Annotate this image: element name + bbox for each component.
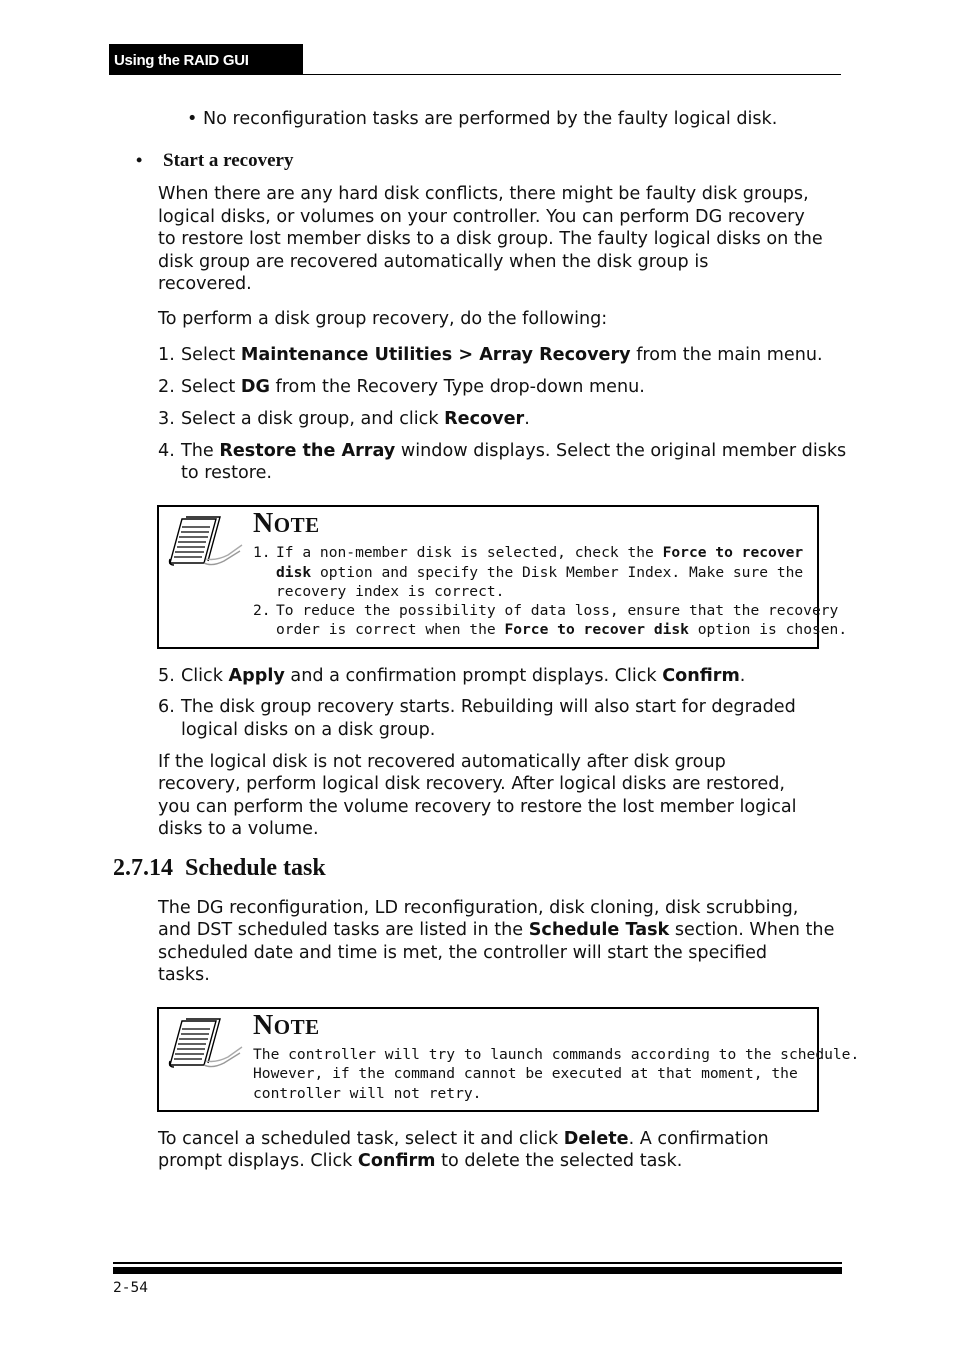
note-title: NOTE xyxy=(253,508,320,539)
header-rule xyxy=(109,74,841,75)
footer-rule-thin xyxy=(113,1262,842,1264)
step-number: 2. xyxy=(158,377,175,397)
step-5: Click Apply and a confirmation prompt displays. Click Confirm. xyxy=(181,666,746,686)
note-icon xyxy=(164,1017,246,1075)
paragraph-line: prompt displays. Click Confirm to delete the selected task. xyxy=(158,1151,683,1171)
paragraph-line: disk group are recovered automatically when the disk group is xyxy=(158,252,709,272)
step-6-continuation: logical disks on a disk group. xyxy=(181,720,436,740)
bullet-item: • No reconfiguration tasks are performed by the faulty logical disk. xyxy=(187,109,778,129)
step-2: Select DG from the Recovery Type drop-down menu. xyxy=(181,377,645,397)
paragraph-line: If the logical disk is not recovered automatically after disk group xyxy=(158,752,726,772)
step-6: The disk group recovery starts. Rebuilding will also start for degraded xyxy=(181,697,796,717)
section-header-tab: Using the RAID GUI xyxy=(109,44,303,75)
step-1: Select Maintenance Utilities > Array Recovery from the main menu. xyxy=(181,345,823,365)
paragraph-line: to restore lost member disks to a disk group. The faulty logical disks on the xyxy=(158,229,823,249)
step-number: 3. xyxy=(158,409,175,429)
step-number: 4. xyxy=(158,441,175,461)
page-number: 2-54 xyxy=(113,1280,148,1296)
paragraph-line: recovered. xyxy=(158,274,252,294)
paragraph-line: recovery, perform logical disk recovery. After logical disks are restored, xyxy=(158,774,785,794)
note-item-2-line2: order is correct when the Force to recover disk option is chosen. xyxy=(276,621,848,638)
bullet-marker: • xyxy=(136,150,143,170)
note-item-1-line2: disk option and specify the Disk Member Index. Make sure the xyxy=(276,564,804,581)
note-line: The controller will try to launch commands according to the schedule. xyxy=(253,1046,860,1063)
paragraph-line: logical disks, or volumes on your controller. You can perform DG recovery xyxy=(158,207,805,227)
paragraph-line: The DG reconfiguration, LD reconfiguration, disk cloning, disk scrubbing, xyxy=(158,898,799,918)
paragraph-line: When there are any hard disk conflicts, there might be faulty disk groups, xyxy=(158,184,809,204)
section-heading: 2.7.14 Schedule task xyxy=(113,855,326,881)
step-4-continuation: to restore. xyxy=(181,463,273,483)
note-title: NOTE xyxy=(253,1010,320,1041)
note-item-number: 1. xyxy=(253,544,271,561)
footer-rule-thick xyxy=(113,1267,842,1274)
note-item-1: If a non-member disk is selected, check the Force to recover xyxy=(276,544,804,561)
paragraph: To perform a disk group recovery, do the following: xyxy=(158,309,608,329)
step-4: The Restore the Array window displays. Select the original member disks xyxy=(181,441,847,461)
paragraph-line: and DST scheduled tasks are listed in the Schedule Task section. When the xyxy=(158,920,835,940)
paragraph-line: tasks. xyxy=(158,965,210,985)
paragraph-line: To cancel a scheduled task, select it and click Delete. A confirmation xyxy=(158,1129,769,1149)
note-item-number: 2. xyxy=(253,602,271,619)
subsection-heading: Start a recovery xyxy=(163,150,294,171)
step-3: Select a disk group, and click Recover. xyxy=(181,409,530,429)
paragraph-line: scheduled date and time is met, the controller will start the specified xyxy=(158,943,768,963)
note-item-1-line3: recovery index is correct. xyxy=(276,583,505,600)
note-icon xyxy=(164,515,246,573)
step-number: 1. xyxy=(158,345,175,365)
step-number: 6. xyxy=(158,697,175,717)
note-item-2: To reduce the possibility of data loss, ensure that the recovery xyxy=(276,602,839,619)
step-number: 5. xyxy=(158,666,175,686)
paragraph-line: disks to a volume. xyxy=(158,819,319,839)
note-line: However, if the command cannot be executed at that moment, the xyxy=(253,1065,798,1082)
note-line: controller will not retry. xyxy=(253,1085,482,1102)
paragraph-line: you can perform the volume recovery to restore the lost member logical xyxy=(158,797,797,817)
